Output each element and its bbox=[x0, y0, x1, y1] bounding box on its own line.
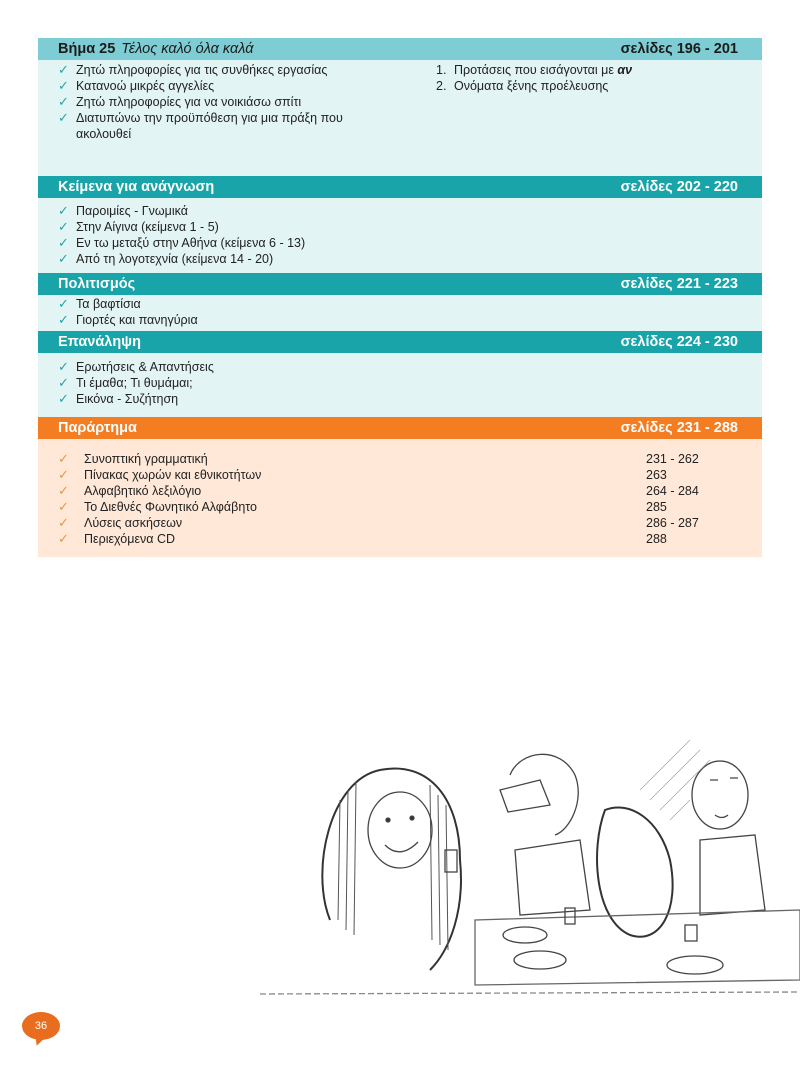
check-icon: ✓ bbox=[58, 483, 69, 498]
section-header-review bbox=[38, 331, 762, 353]
list-item: ✓ Τα βαφτίσια bbox=[58, 296, 141, 311]
section-body-reading bbox=[38, 198, 762, 273]
table-of-contents bbox=[38, 38, 762, 557]
check-icon: ✓ bbox=[58, 251, 69, 266]
section-title: Πολιτισμός bbox=[58, 276, 136, 292]
list-item: ✓ Διατυπώνω την προϋπόθεση για μια πράξη που ακολουθεί bbox=[58, 110, 343, 141]
check-icon: ✓ bbox=[58, 391, 69, 406]
list-item: ✓ Ερωτήσεις & Απαντήσεις bbox=[58, 359, 214, 374]
list-item: ✓ Αλφαβητικό λεξιλόγιο 264 - 284 bbox=[58, 483, 699, 498]
check-icon: ✓ bbox=[58, 62, 69, 77]
list-item: ✓ Γιορτές και πανηγύρια bbox=[58, 312, 198, 327]
section-body-culture bbox=[38, 295, 762, 331]
section-body-review bbox=[38, 353, 762, 417]
check-icon: ✓ bbox=[58, 467, 69, 482]
item-pages: 231 - 262 bbox=[646, 452, 699, 466]
section-header-reading bbox=[38, 176, 762, 198]
list-item: ✓ Παροιμίες - Γνωμικά bbox=[58, 203, 188, 218]
item-pages: 286 - 287 bbox=[646, 516, 699, 530]
list-item: ✓ Περιεχόμενα CD 288 bbox=[58, 531, 667, 546]
list-item: ✓ Εν τω μεταξύ στην Αθήνα (κείμενα 6 - 13) bbox=[58, 235, 306, 250]
item-pages: 285 bbox=[646, 500, 667, 514]
check-icon: ✓ bbox=[58, 78, 69, 93]
list-item: ✓ Πίνακας χωρών και εθνικοτήτων 263 bbox=[58, 467, 667, 482]
check-icon: ✓ bbox=[58, 296, 69, 311]
step25-grammar-list bbox=[436, 62, 632, 142]
item-pages: 288 bbox=[646, 532, 667, 546]
list-item: ✓ Το Διεθνές Φωνητικό Αλφάβητο 285 bbox=[58, 499, 667, 514]
section-pages: σελίδες 202 - 220 bbox=[620, 179, 738, 195]
step25-communication-list bbox=[58, 62, 418, 142]
list-item: ✓ Από τη λογοτεχνία (κείμενα 14 - 20) bbox=[58, 251, 274, 266]
page-number: 36 bbox=[34, 1020, 48, 1032]
item-pages: 263 bbox=[646, 468, 667, 482]
list-item: ✓ Λύσεις ασκήσεων 286 - 287 bbox=[58, 515, 699, 530]
page-number-badge bbox=[22, 1012, 60, 1040]
list-item: ✓ Ζητώ πληροφορίες για να νοικιάσω σπίτι bbox=[58, 94, 302, 109]
section-pages: σελίδες 224 - 230 bbox=[620, 334, 738, 350]
section-header-culture bbox=[38, 273, 762, 295]
section-body-appendix bbox=[38, 439, 762, 557]
section-pages: σελίδες 196 - 201 bbox=[620, 41, 738, 57]
section-title: Επανάληψη bbox=[58, 334, 141, 350]
section-body-step25 bbox=[38, 60, 762, 176]
list-item: ✓ Στην Αίγινα (κείμενα 1 - 5) bbox=[58, 219, 219, 234]
check-icon: ✓ bbox=[58, 312, 69, 327]
dinner-party-illustration bbox=[260, 720, 800, 1010]
check-icon: ✓ bbox=[58, 375, 69, 390]
check-icon: ✓ bbox=[58, 531, 69, 546]
list-item: ✓ Συνοπτική γραμματική 231 - 262 bbox=[58, 451, 699, 466]
section-header-step25 bbox=[38, 38, 762, 60]
check-icon: ✓ bbox=[58, 515, 69, 530]
step-label: Βήμα 25 bbox=[58, 41, 116, 57]
section-pages: σελίδες 231 - 288 bbox=[620, 420, 738, 436]
list-item: 1. Προτάσεις που εισάγονται με αν bbox=[436, 63, 633, 77]
item-pages: 264 - 284 bbox=[646, 484, 699, 498]
check-icon: ✓ bbox=[58, 94, 69, 109]
check-icon: ✓ bbox=[58, 359, 69, 374]
check-icon: ✓ bbox=[58, 499, 69, 514]
check-icon: ✓ bbox=[58, 451, 69, 466]
list-item: ✓ Ζητώ πληροφορίες για τις συνθήκες εργασίας bbox=[58, 62, 328, 77]
list-item: ✓ Τι έμαθα; Τι θυμάμαι; bbox=[58, 375, 193, 390]
list-item: ✓ Εικόνα - Συζήτηση bbox=[58, 391, 179, 406]
list-item: ✓ Κατανοώ μικρές αγγελίες bbox=[58, 78, 215, 93]
section-title: Κείμενα για ανάγνωση bbox=[58, 179, 215, 195]
list-item: 2. Ονόματα ξένης προέλευσης bbox=[436, 79, 609, 93]
section-header-appendix bbox=[38, 417, 762, 439]
step-title: Τέλος καλό όλα καλά bbox=[121, 41, 254, 57]
check-icon: ✓ bbox=[58, 219, 69, 234]
check-icon: ✓ bbox=[58, 203, 69, 218]
section-title: Παράρτημα bbox=[58, 420, 137, 436]
check-icon: ✓ bbox=[58, 235, 69, 250]
check-icon: ✓ bbox=[58, 110, 69, 125]
section-pages: σελίδες 221 - 223 bbox=[620, 276, 738, 292]
